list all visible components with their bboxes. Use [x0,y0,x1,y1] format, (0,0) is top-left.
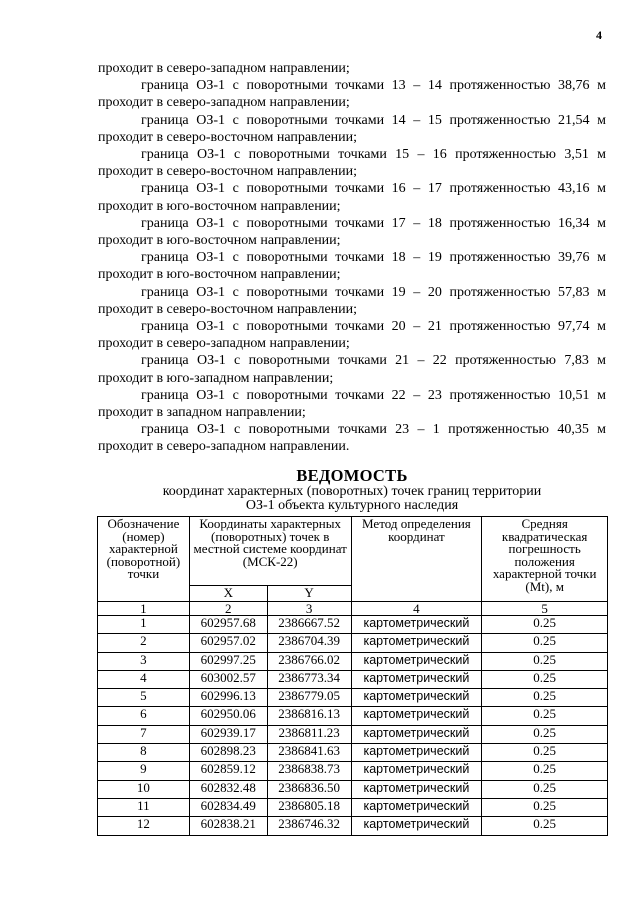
method-cell: картометрический [351,689,482,707]
error-cell: 0.25 [482,634,608,652]
x-coordinate-cell: 602898.23 [189,744,267,762]
header-point-designation: Обозначение (номер) характерной (поворотной) точки [98,517,190,602]
method-cell: картометрический [351,634,482,652]
boundary-line: граница ОЗ-1 с поворотными точками 22 – 23 протяженностью 10,51 м [141,387,606,403]
boundary-line: граница ОЗ-1 с поворотными точками 14 – 15 протяженностью 21,54 м [141,112,606,128]
header-coordinates: Координаты характерных (поворотных) точек в местной системе координат (МСК-22) [189,517,351,586]
x-coordinate-cell: 602939.17 [189,725,267,743]
boundary-line: граница ОЗ-1 с поворотными точками 16 – 17 протяженностью 43,16 м [141,181,606,197]
page-number: 4 [596,28,602,42]
table-row [98,725,608,743]
method-cell: картометрический [351,670,482,688]
error-cell: 0.25 [482,670,608,688]
document-subtitle-line-1: координат характерных (поворотных) точек границ территории [162,484,542,499]
point-number-cell: 2 [98,634,190,652]
coordinates-table [97,516,608,836]
x-coordinate-cell: 602957.02 [189,634,267,652]
boundary-line: граница ОЗ-1 с поворотными точками 13 – 14 протяженностью 38,76 м [141,78,606,94]
method-cell: картометрический [351,707,482,725]
table-row [98,652,608,670]
document-subtitle-line-2: ОЗ-1 объекта культурного наследия [245,498,459,513]
header-x: X [189,585,267,601]
method-cell: картометрический [351,652,482,670]
direction-line: проходит в северо-восточном направлении; [98,301,358,317]
error-cell: 0.25 [482,798,608,816]
x-coordinate-cell: 602950.06 [189,707,267,725]
boundary-line: граница ОЗ-1 с поворотными точками 17 – 18 протяженностью 16,34 м [141,215,606,231]
point-number-cell: 6 [98,707,190,725]
table-row [98,817,608,835]
direction-line: проходит в западном направлении; [98,405,306,421]
column-number-3: 3 [267,602,351,616]
direction-line: проходит в северо-западном направлении. [98,439,350,455]
y-coordinate-cell: 2386836.50 [267,780,351,798]
point-number-cell: 10 [98,780,190,798]
direction-line: проходит в северо-восточном направлении; [98,129,358,145]
point-number-cell: 1 [98,616,190,634]
y-coordinate-cell: 2386838.73 [267,762,351,780]
table-row [98,780,608,798]
column-number-5: 5 [482,602,608,616]
y-coordinate-cell: 2386704.39 [267,634,351,652]
point-number-cell: 3 [98,652,190,670]
error-cell: 0.25 [482,725,608,743]
table-row [98,689,608,707]
column-number-2: 2 [189,602,267,616]
error-cell: 0.25 [482,817,608,835]
boundary-line: граница ОЗ-1 с поворотными точками 21 – 22 протяженностью 7,83 м [141,353,606,369]
point-number-cell: 9 [98,762,190,780]
table-row [98,798,608,816]
boundary-line: граница ОЗ-1 с поворотными точками 20 – 21 протяженностью 97,74 м [141,319,606,335]
x-coordinate-cell: 602996.13 [189,689,267,707]
direction-line: проходит в юго-восточном направлении; [98,198,341,214]
y-coordinate-cell: 2386811.23 [267,725,351,743]
direction-line: проходит в юго-восточном направлении; [98,233,341,249]
header-y: Y [267,585,351,601]
y-coordinate-cell: 2386841.63 [267,744,351,762]
error-cell: 0.25 [482,780,608,798]
boundary-line: граница ОЗ-1 с поворотными точками 19 – 20 протяженностью 57,83 м [141,284,606,300]
y-coordinate-cell: 2386766.02 [267,652,351,670]
y-coordinate-cell: 2386746.32 [267,817,351,835]
x-coordinate-cell: 602832.48 [189,780,267,798]
table-row [98,670,608,688]
column-number-4: 4 [351,602,482,616]
table-row [98,707,608,725]
point-number-cell: 4 [98,670,190,688]
point-number-cell: 12 [98,817,190,835]
point-number-cell: 5 [98,689,190,707]
direction-line: проходит в северо-западном направлении; [98,336,350,352]
boundary-line: граница ОЗ-1 с поворотными точками 23 – 1 протяженностью 40,35 м [141,422,606,438]
boundary-description-text [98,60,606,456]
error-cell: 0.25 [482,689,608,707]
table-row [98,744,608,762]
boundary-line: граница ОЗ-1 с поворотными точками 18 – 19 протяженностью 39,76 м [141,250,606,266]
error-cell: 0.25 [482,707,608,725]
error-cell: 0.25 [482,652,608,670]
table-row [98,762,608,780]
point-number-cell: 8 [98,744,190,762]
point-number-cell: 11 [98,798,190,816]
error-cell: 0.25 [482,744,608,762]
x-coordinate-cell: 602859.12 [189,762,267,780]
x-coordinate-cell: 603002.57 [189,670,267,688]
method-cell: картометрический [351,780,482,798]
column-number-1: 1 [98,602,190,616]
method-cell: картометрический [351,725,482,743]
method-cell: картометрический [351,744,482,762]
method-cell: картометрический [351,798,482,816]
header-error: Средняя квадратическая погрешность положения характерной точки (Mt), м [482,517,608,602]
y-coordinate-cell: 2386667.52 [267,616,351,634]
error-cell: 0.25 [482,616,608,634]
table-row [98,616,608,634]
x-coordinate-cell: 602838.21 [189,817,267,835]
y-coordinate-cell: 2386805.18 [267,798,351,816]
direction-line: проходит в северо-западном направлении; [98,61,350,76]
direction-line: проходит в северо-восточном направлении; [98,164,358,180]
table-row [98,634,608,652]
x-coordinate-cell: 602834.49 [189,798,267,816]
method-cell: картометрический [351,616,482,634]
point-number-cell: 7 [98,725,190,743]
x-coordinate-cell: 602957.68 [189,616,267,634]
y-coordinate-cell: 2386816.13 [267,707,351,725]
x-coordinate-cell: 602997.25 [189,652,267,670]
error-cell: 0.25 [482,762,608,780]
method-cell: картометрический [351,817,482,835]
direction-line: проходит в юго-западном направлении; [98,370,334,386]
y-coordinate-cell: 2386773.34 [267,670,351,688]
direction-line: проходит в юго-восточном направлении; [98,267,341,283]
direction-line: проходит в северо-западном направлении; [98,95,350,111]
boundary-line: граница ОЗ-1 с поворотными точками 15 – 16 протяженностью 3,51 м [141,147,606,163]
document-title: ВЕДОМОСТЬ [296,466,408,485]
y-coordinate-cell: 2386779.05 [267,689,351,707]
method-cell: картометрический [351,762,482,780]
header-method: Метод определения координат [351,517,482,602]
